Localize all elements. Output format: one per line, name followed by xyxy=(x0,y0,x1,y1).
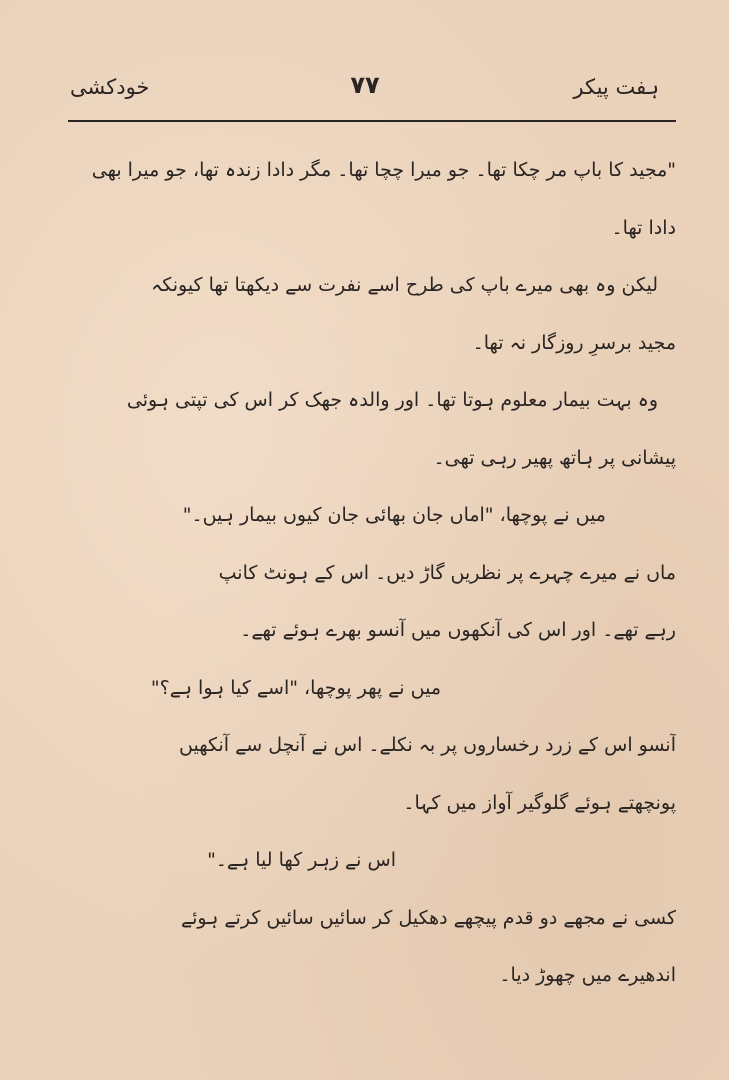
text-line: اس نے زہر کھا لیا ہے۔" xyxy=(207,849,396,871)
text-line: مجید برسرِ روزگار نہ تھا۔ xyxy=(472,331,676,354)
text-line: آنسو اس کے زرد رخساروں پر بہ نکلے۔ اس نے آنچل سے آنکھیں xyxy=(179,734,676,756)
text-line: اندھیرے میں چھوڑ دیا۔ xyxy=(499,964,676,986)
chapter-title: خودکشی xyxy=(70,75,150,99)
text-line: وہ بہت بیمار معلوم ہوتا تھا۔ اور والدہ جھک کر اس کی تپتی ہوئی xyxy=(126,389,658,411)
text-line: پیشانی پر ہاتھ پھیر رہی تھی۔ xyxy=(433,446,676,469)
text-line: میں نے پھر پوچھا، "اسے کیا ہوا ہے؟" xyxy=(150,676,441,699)
text-line: میں نے پوچھا، "اماں جان بھائی جان کیوں بیمار ہیں۔" xyxy=(182,504,606,526)
text-line: لیکن وہ بھی میرے باپ کی طرح اسے نفرت سے دیکھتا تھا کیونکہ xyxy=(151,274,658,296)
body-text xyxy=(68,150,676,1013)
text-line: دادا تھا۔ xyxy=(611,216,676,239)
book-title: ہفت پیکر xyxy=(573,75,659,99)
text-line: ماں نے میرے چہرے پر نظریں گاڑ دیں۔ اس کے ہونٹ کانپ xyxy=(218,561,676,584)
text-line: پونچھتے ہوئے گلوگیر آواز میں کہا۔ xyxy=(403,791,676,814)
text-line: "مجید کا باپ مر چکا تھا۔ جو میرا چچا تھا۔ مگر دادا زندہ تھا، جو میرا بھی xyxy=(91,159,676,181)
text-line: رہے تھے۔ اور اس کی آنکھوں میں آنسو بھرے ہوئے تھے۔ xyxy=(240,619,676,641)
page-number: ۷۷ xyxy=(350,71,380,99)
header-divider xyxy=(68,120,676,122)
text-line: کسی نے مجھے دو قدم پیچھے دھکیل کر سائیں سائیں کرتے ہوئے xyxy=(181,906,676,929)
